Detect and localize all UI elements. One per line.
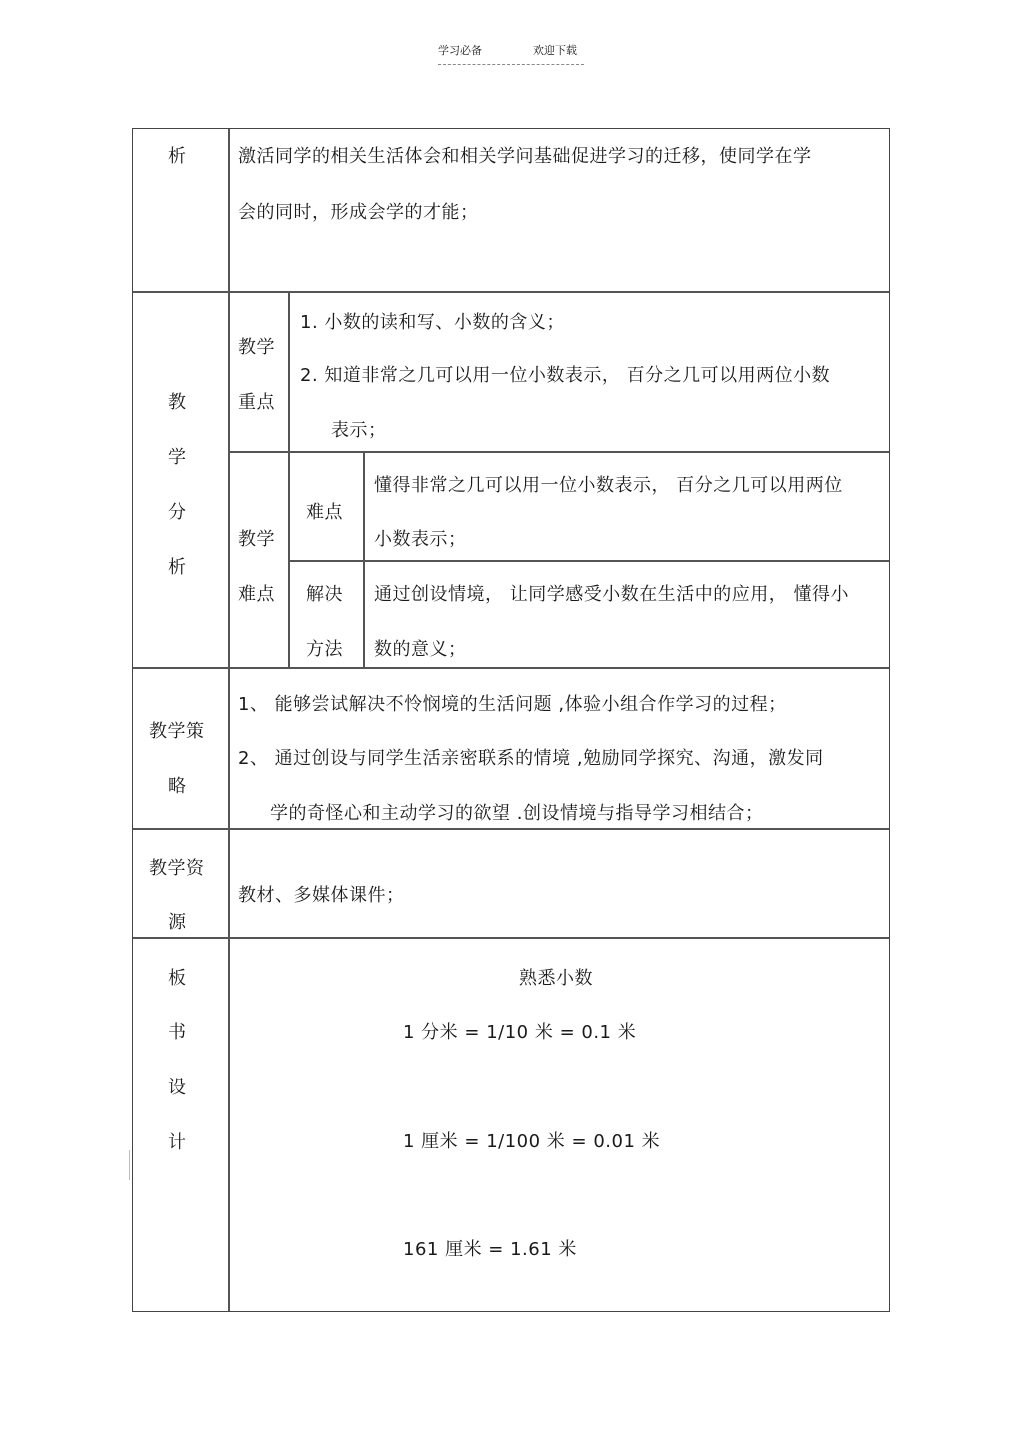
key-point-item: 2. 知道非常之几可以用一位小数表示， 百分之几可以用两位小数	[300, 365, 831, 386]
method-text: 数的意义；	[374, 639, 467, 660]
resources-label: 源	[168, 912, 187, 933]
board-equation: 1 分米 = 1/10 米 = 0.1 米	[403, 1022, 637, 1043]
row-divider	[133, 828, 889, 830]
board-equation: 161 厘米 = 1.61 米	[403, 1239, 577, 1260]
page-header	[438, 42, 584, 65]
key-point-item: 1. 小数的读和写、小数的含义；	[300, 312, 565, 333]
margin-mark	[129, 1150, 130, 1180]
row-divider	[133, 291, 889, 293]
row-divider	[133, 937, 889, 939]
header-right-text: 欢迎下载	[533, 44, 577, 57]
teaching-analysis-label-char: 分	[168, 502, 187, 523]
board-label-char: 板	[168, 968, 187, 989]
board-equation: 1 厘米 = 1/100 米 = 0.01 米	[403, 1131, 661, 1152]
strategy-label: 略	[168, 776, 187, 797]
resources-label: 教学资	[149, 858, 205, 879]
row-divider	[288, 560, 889, 562]
difficulty-text: 懂得非常之几可以用一位小数表示， 百分之几可以用两位	[374, 475, 843, 496]
row-divider	[133, 667, 889, 669]
board-label-char: 书	[168, 1022, 187, 1043]
row-divider	[228, 451, 889, 453]
analysis-label: 析	[168, 146, 187, 167]
difficulty-label: 教学	[238, 529, 275, 550]
difficulty-sub-label: 难点	[306, 502, 343, 523]
analysis-text-line1: 激活同学的相关生活体会和相关学问基础促进学习的迁移，使同学在学	[238, 146, 812, 167]
analysis-text-line2: 会的同时，形成会学的才能；	[238, 202, 479, 223]
method-label: 方法	[306, 639, 343, 660]
col-divider	[228, 129, 230, 1311]
resources-text: 教材、多媒体课件；	[238, 885, 405, 906]
key-points-label: 重点	[238, 392, 275, 413]
key-point-item-cont: 表示；	[331, 420, 387, 441]
key-points-label: 教学	[238, 337, 275, 358]
difficulty-text: 小数表示；	[374, 529, 467, 550]
method-label: 解决	[306, 584, 343, 605]
strategy-text: 2、 通过创设与同学生活亲密联系的情境 ,勉励同学探究、沟通，激发同	[238, 748, 824, 769]
col-divider	[288, 291, 290, 667]
method-text: 通过创设情境， 让同学感受小数在生活中的应用， 懂得小	[374, 584, 849, 605]
difficulty-label: 难点	[238, 584, 275, 605]
board-label-char: 计	[168, 1132, 187, 1153]
board-label-char: 设	[168, 1077, 187, 1098]
col-divider	[363, 451, 365, 667]
strategy-text: 学的奇怪心和主动学习的欲望 .创设情境与指导学习相结合；	[270, 803, 764, 824]
teaching-analysis-label-char: 教	[168, 392, 187, 413]
teaching-analysis-label-char: 学	[168, 447, 187, 468]
board-title: 熟悉小数	[519, 968, 593, 989]
strategy-text: 1、 能够尝试解决不怜悯境的生活问题 ,体验小组合作学习的过程；	[238, 694, 787, 715]
strategy-label: 教学策	[149, 721, 205, 742]
teaching-analysis-label-char: 析	[168, 557, 187, 578]
header-left-text: 学习必备	[438, 44, 482, 57]
